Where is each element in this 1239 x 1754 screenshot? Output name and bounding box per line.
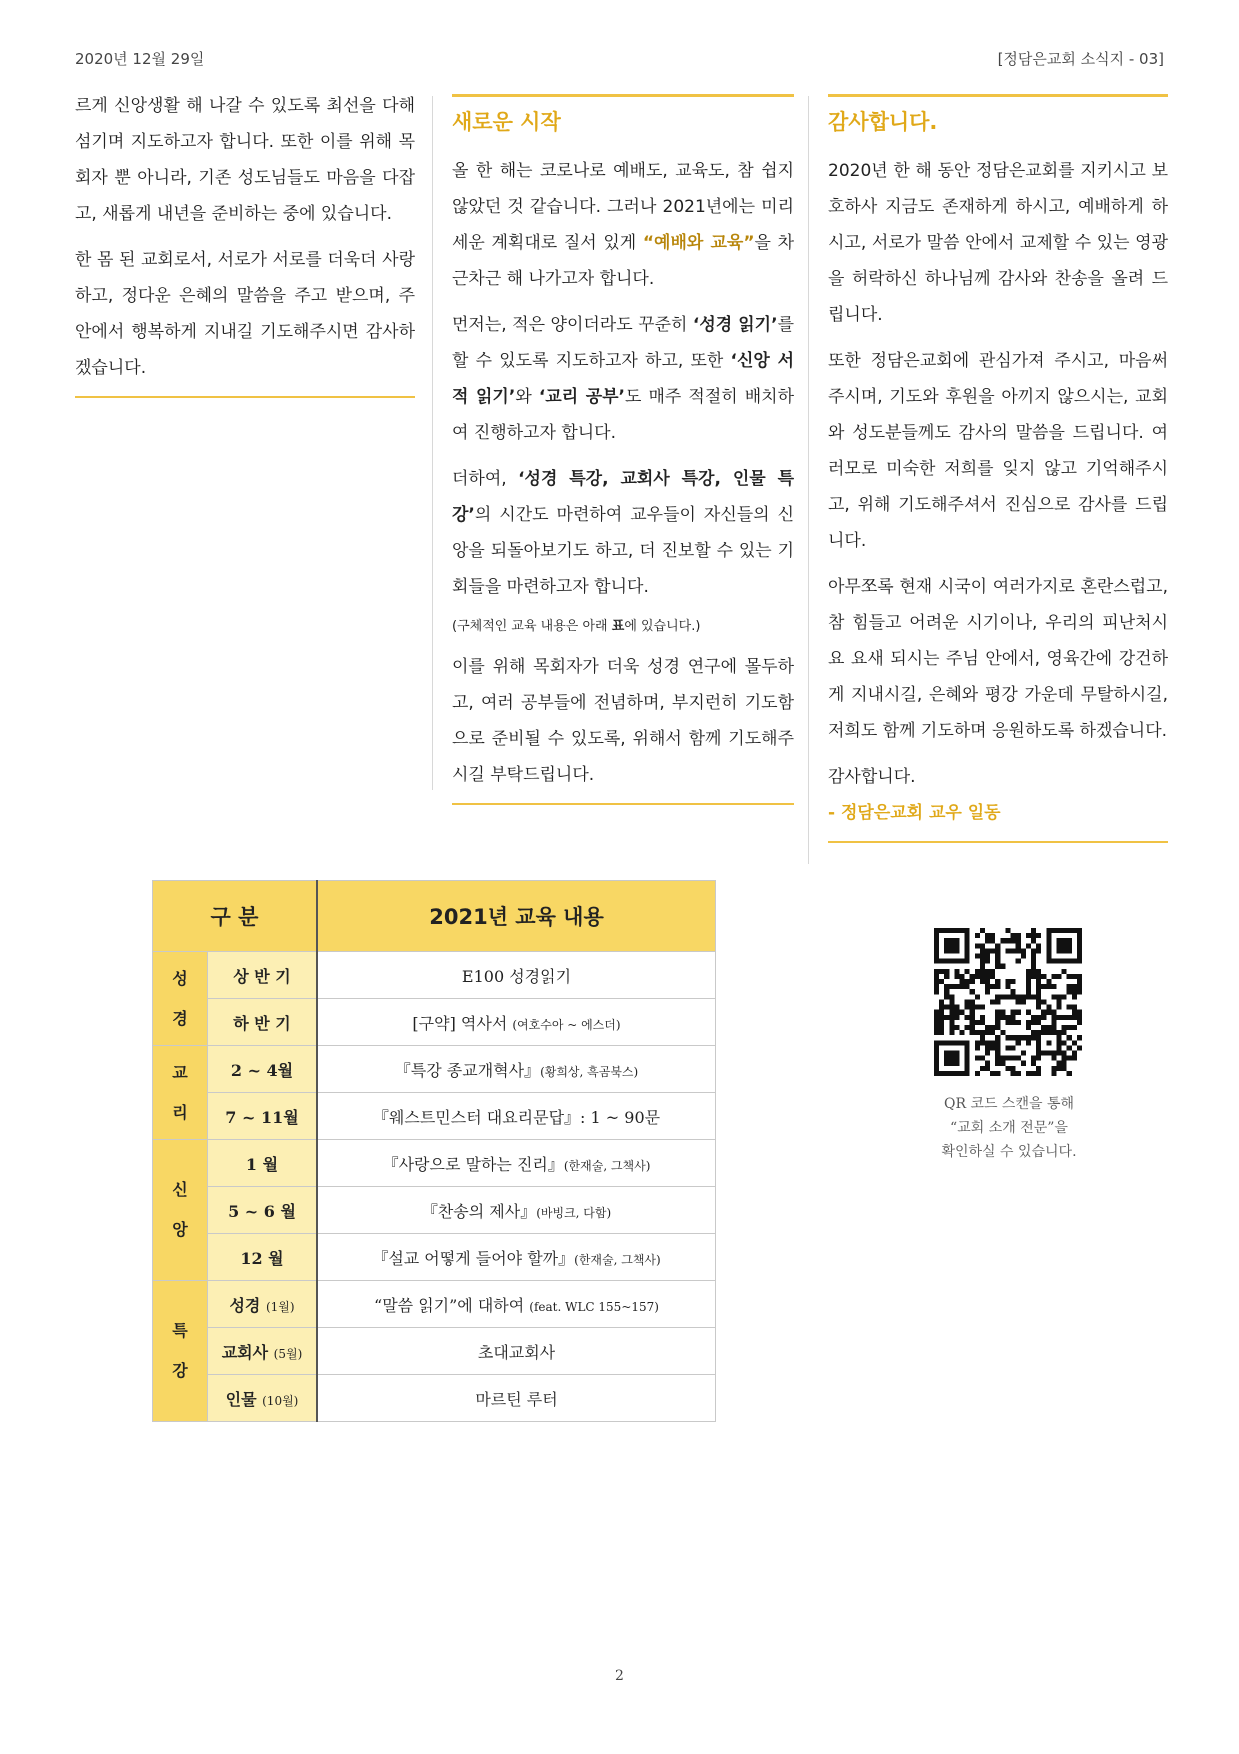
text: 더하여, xyxy=(452,469,519,489)
col3-paragraph-2: 또한 정담은교회에 관심가져 주시고, 마음써 주시며, 기도와 후원을 아끼지 않으시는, 교회와 성도분들께도 감사의 말씀을 드립니다. 여러모로 미숙한 저희를 잊지 않고 기억해주시고, 위해 기도해주셔서 진심으로 감사를 드립니다. xyxy=(828,351,1168,551)
row-content xyxy=(317,952,716,999)
header-date: 2020년 12월 29일 xyxy=(75,50,205,68)
table-row xyxy=(153,1234,716,1281)
row-content xyxy=(317,1234,716,1281)
row-subcategory xyxy=(208,1234,318,1281)
text: (구체적인 교육 내용은 아래 xyxy=(452,619,612,634)
row-content xyxy=(317,1140,716,1187)
content-label: [구약] 역사서 xyxy=(412,1013,513,1033)
content-label: 마르틴 루터 xyxy=(475,1389,558,1409)
qr-code-icon[interactable] xyxy=(934,928,1082,1076)
bold-lectures: ‘성경 특강, 교회사 특강, 인물 특강’ xyxy=(452,469,795,525)
section-title-new-start: 새로운 시작 xyxy=(452,110,561,134)
row-subcategory xyxy=(208,1187,318,1234)
row-subcategory xyxy=(208,999,318,1046)
table-row xyxy=(153,1328,716,1375)
col3-paragraph-1: 2020년 한 해 동안 정담은교회를 지키시고 보호하사 지금도 존재하게 하시고, 예배하게 하시고, 서로가 말씀 안에서 교제할 수 있는 영광을 허락하신 하나님께 감사와 찬송을 올려 드립니다. xyxy=(828,161,1168,325)
category-lecture xyxy=(153,1281,208,1422)
row-subcategory xyxy=(208,1281,318,1328)
text: 올 한 해는 코로나로 예배도, 교육도, 참 쉽지 않았던 것 같습니다. 그러나 2021년에는 미리 세운 계획대로 질서 있게 xyxy=(452,161,794,253)
row-content xyxy=(317,1187,716,1234)
qr-caption-line-1: QR 코드 스캔을 통해 xyxy=(943,1096,1075,1112)
table-header-row xyxy=(153,881,716,952)
row-content xyxy=(317,1281,716,1328)
row-content xyxy=(317,1093,716,1140)
content-label: 『웨스트민스터 대요리문답』: 1 ~ 90문 xyxy=(372,1107,661,1127)
category-label: 교 리 xyxy=(172,1062,188,1122)
table-header-category: 구 분 xyxy=(153,881,318,952)
column-2 xyxy=(452,94,794,805)
content-small: (여호수아 ~ 에스더) xyxy=(512,1017,621,1032)
text: 에 있습니다.) xyxy=(624,619,701,634)
category-label: 신 앙 xyxy=(172,1180,188,1239)
col2-top-rule xyxy=(452,94,794,97)
sub-small: (10월) xyxy=(262,1393,299,1408)
content-label: “말씀 읽기”에 대하여 xyxy=(374,1295,530,1315)
content-label: 초대교회사 xyxy=(477,1342,556,1362)
sub-label: 2 ~ 4월 xyxy=(230,1060,294,1080)
col2-divider xyxy=(452,803,794,805)
row-subcategory xyxy=(208,1093,318,1140)
col1-paragraph-1: 르게 신앙생활 해 나갈 수 있도록 최선을 다해 섬기며 지도하고자 합니다. 또한 이를 위해 목회자 뿐 아니라, 기존 성도님들도 마음을 다잡고, 새롭게 내년을 준비하는 중에 있습니다. xyxy=(75,96,415,224)
signature: - 정담은교회 교우 일동 xyxy=(828,803,1001,823)
table-row xyxy=(153,952,716,999)
bold-table: 표 xyxy=(611,619,625,634)
sub-label: 12 월 xyxy=(240,1248,284,1268)
content-small: (한재술, 그책사) xyxy=(574,1252,661,1267)
sub-label: 상 반 기 xyxy=(233,966,291,986)
sub-label: 성경 xyxy=(229,1295,266,1315)
qr-caption-line-2: “교회 소개 전문”을 xyxy=(950,1120,1068,1136)
content-label: 『특강 종교개혁사』 xyxy=(394,1060,541,1080)
category-label: 특 강 xyxy=(172,1321,188,1380)
col1-paragraph-2: 한 몸 된 교회로서, 서로가 서로를 더욱더 사랑하고, 정다운 은혜의 말씀을 주고 받으며, 주 안에서 행복하게 지내길 기도해주시면 감사하겠습니다. xyxy=(75,250,415,378)
bold-doctrine: ‘교리 공부’ xyxy=(538,387,625,407)
text: 을 차근차근 해 나가고자 합니다. xyxy=(452,233,795,289)
table-row xyxy=(153,1140,716,1187)
text: 를 할 수 있도록 지도하고자 하고, 또한 xyxy=(452,315,794,371)
table-header-content: 2021년 교육 내용 xyxy=(317,881,716,952)
column-3 xyxy=(828,94,1168,843)
column-separator-2 xyxy=(808,96,809,864)
highlight-worship-education: “예배와 교육” xyxy=(642,233,755,253)
qr-caption-line-3: 확인하실 수 있습니다. xyxy=(941,1144,1077,1160)
education-table xyxy=(152,880,716,1422)
table-row xyxy=(153,999,716,1046)
content-small: (바빙크, 다함) xyxy=(536,1205,612,1220)
sub-small: (5월) xyxy=(273,1346,303,1361)
category-label: 성 경 xyxy=(172,968,188,1028)
content-label: E100 성경읽기 xyxy=(461,966,572,986)
bold-faith-books: ‘신앙 서적 읽기’ xyxy=(452,351,794,407)
table-row xyxy=(153,1187,716,1234)
content-small: (황희상, 흑곰북스) xyxy=(540,1064,639,1079)
text: 먼저는, 적은 양이더라도 꾸준히 xyxy=(452,315,693,335)
category-doctrine xyxy=(153,1046,208,1140)
category-faith xyxy=(153,1140,208,1281)
header-title: [정담은교회 소식지 - 03] xyxy=(997,50,1164,68)
sub-label: 1 월 xyxy=(245,1154,279,1174)
text: 도 매주 적절히 배치하여 진행하고자 합니다. xyxy=(452,387,794,443)
content-small: (feat. WLC 155~157) xyxy=(529,1299,659,1314)
row-content xyxy=(317,1046,716,1093)
sub-label: 7 ~ 11월 xyxy=(225,1107,299,1127)
text: 와 xyxy=(515,387,539,407)
sub-label: 하 반 기 xyxy=(233,1013,291,1033)
row-content xyxy=(317,999,716,1046)
content-label: 『찬송의 제사』 xyxy=(421,1201,537,1221)
row-subcategory xyxy=(208,1375,318,1422)
column-1 xyxy=(75,88,415,398)
table-row xyxy=(153,1375,716,1422)
content-label: 『사랑으로 말하는 진리』 xyxy=(382,1154,564,1174)
content-small: (한재술, 그책사) xyxy=(563,1158,651,1173)
sub-label: 인물 xyxy=(225,1389,263,1409)
content-label: 『설교 어떻게 들어야 할까』 xyxy=(372,1248,575,1268)
row-subcategory xyxy=(208,1140,318,1187)
text: 의 시간도 마련하여 교우들이 자신들의 신앙을 되돌아보기도 하고, 더 진보할 수 있는 기회들을 마련하고자 합니다. xyxy=(452,505,794,597)
table-row xyxy=(153,1281,716,1328)
col2-paragraph-2 xyxy=(452,307,794,451)
row-content xyxy=(317,1328,716,1375)
col1-divider xyxy=(75,396,415,398)
bold-bible-reading: ‘성경 읽기’ xyxy=(692,315,778,335)
col3-paragraph-3: 아무쪼록 현재 시국이 여러가지로 혼란스럽고, 참 힘들고 어려운 시기이나, 우리의 피난처시요 요새 되시는 주님 안에서, 영육간에 강건하게 지내시길, 은혜와 평강 가운데 무탈하시길, 저희도 함께 기도하며 응원하도록 하겠습니다. xyxy=(828,577,1168,741)
section-title-thanks: 감사합니다. xyxy=(828,110,938,134)
category-bible xyxy=(153,952,208,1046)
col3-top-rule xyxy=(828,94,1168,97)
sub-label: 교회사 xyxy=(221,1342,274,1362)
col3-divider xyxy=(828,841,1168,843)
page-number: 2 xyxy=(615,1668,624,1684)
col3-paragraph-4: 감사합니다. xyxy=(828,767,916,787)
col2-paragraph-1 xyxy=(452,153,794,297)
col2-paragraph-3 xyxy=(452,461,794,605)
column-separator-1 xyxy=(432,96,433,790)
row-content xyxy=(317,1375,716,1422)
row-subcategory xyxy=(208,1328,318,1375)
sub-small: (1월) xyxy=(265,1299,295,1314)
row-subcategory xyxy=(208,952,318,999)
table-row xyxy=(153,1046,716,1093)
col2-paragraph-4: 이를 위해 목회자가 더욱 성경 연구에 몰두하고, 여러 공부들에 전념하며, 부지런히 기도함으로 준비될 수 있도록, 위해서 함께 기도해주시길 부탁드립니다. xyxy=(452,657,794,785)
sub-label: 5 ~ 6 월 xyxy=(228,1201,296,1221)
table-note xyxy=(452,615,794,639)
table-row xyxy=(153,1093,716,1140)
row-subcategory xyxy=(208,1046,318,1093)
qr-caption xyxy=(912,1092,1106,1164)
